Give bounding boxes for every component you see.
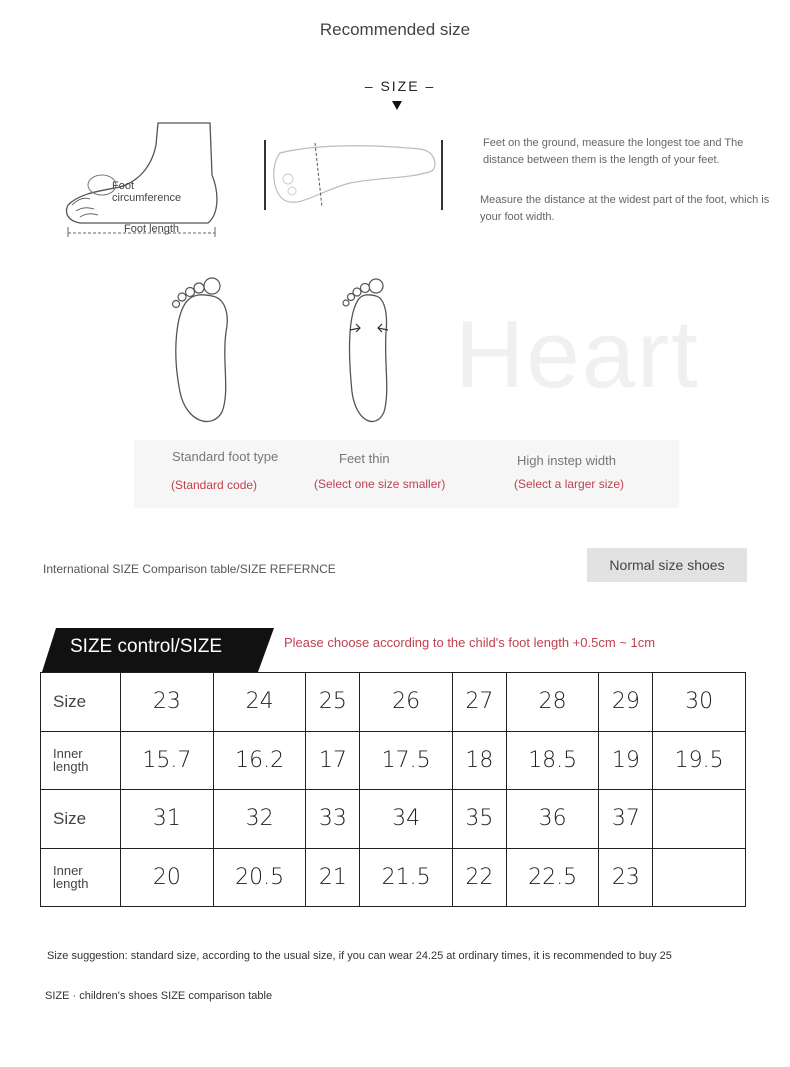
- foot-type-note: (Select one size smaller): [314, 477, 446, 491]
- table-cell: 15.7: [121, 731, 214, 790]
- table-cell: 36: [506, 790, 599, 849]
- table-row: [41, 790, 746, 849]
- table-cell: 16.2: [213, 731, 306, 790]
- foot-circumference-label: Foot circumference: [112, 180, 182, 204]
- comparison-table-label: International SIZE Comparison table/SIZE REFERNCE: [43, 562, 336, 576]
- normal-size-shoes-button[interactable]: Normal size shoes: [587, 548, 747, 582]
- foot-side-view-illustration: [60, 115, 225, 240]
- table-cell: 21: [306, 848, 360, 907]
- foot-type-name: High instep width: [517, 453, 616, 468]
- table-cell: 19.5: [653, 731, 746, 790]
- foot-type-name: Standard foot type: [172, 449, 279, 464]
- table-cell: 23: [121, 673, 214, 732]
- size-advice: Please choose according to the child's foot length +0.5cm ~ 1cm: [284, 635, 656, 650]
- table-cell: 19: [599, 731, 653, 790]
- size-heading: – SIZE –: [364, 78, 436, 94]
- table-cell: 18: [452, 731, 506, 790]
- table-cell: 33: [306, 790, 360, 849]
- table-cell: 24: [213, 673, 306, 732]
- foot-length-label: Foot length: [124, 223, 180, 235]
- table-caption: SIZE · children's shoes SIZE comparison table: [45, 990, 273, 1002]
- standard-foot-illustration: [162, 272, 242, 432]
- table-cell: 17: [306, 731, 360, 790]
- table-cell: 20.5: [213, 848, 306, 907]
- foot-top-view-illustration: [260, 135, 450, 215]
- table-cell: 22: [452, 848, 506, 907]
- table-cell: 35: [452, 790, 506, 849]
- table-cell: [653, 848, 746, 907]
- table-cell: 18.5: [506, 731, 599, 790]
- table-cell: [653, 790, 746, 849]
- table-cell: 25: [306, 673, 360, 732]
- table-cell: 31: [121, 790, 214, 849]
- foot-type-note: (Select a larger size): [514, 477, 625, 491]
- row-label: Size: [41, 673, 121, 732]
- length-instruction: Feet on the ground, measure the longest toe and The distance between them is the length of your feet.: [483, 137, 744, 166]
- table-cell: 37: [599, 790, 653, 849]
- size-table: [40, 672, 746, 907]
- table-cell: 34: [360, 790, 453, 849]
- down-arrow-icon: [391, 100, 403, 112]
- table-row: [41, 848, 746, 907]
- table-row: [41, 673, 746, 732]
- width-instruction: Measure the distance at the widest part of the foot, which is your foot width.: [480, 194, 770, 223]
- table-cell: 28: [506, 673, 599, 732]
- row-label: Size: [41, 790, 121, 849]
- thin-foot-illustration: [330, 272, 410, 432]
- table-cell: 17.5: [360, 731, 453, 790]
- table-cell: 32: [213, 790, 306, 849]
- foot-type-note: (Standard code): [171, 478, 258, 492]
- table-cell: 26: [360, 673, 453, 732]
- table-cell: 27: [452, 673, 506, 732]
- table-cell: 22.5: [506, 848, 599, 907]
- page-title: Recommended size: [319, 20, 471, 39]
- table-cell: 23: [599, 848, 653, 907]
- row-label: Inner length: [41, 848, 121, 907]
- size-suggestion: Size suggestion: standard size, according to the usual size, if you can wear 24.25 at ordinary times, it is recommended to buy 25: [47, 950, 672, 962]
- table-cell: 29: [599, 673, 653, 732]
- row-label: Inner length: [41, 731, 121, 790]
- table-cell: 20: [121, 848, 214, 907]
- table-cell: 30: [653, 673, 746, 732]
- table-cell: 21.5: [360, 848, 453, 907]
- watermark: Heart: [455, 301, 700, 408]
- table-row: [41, 731, 746, 790]
- size-control-title: SIZE control/SIZE: [70, 636, 223, 657]
- foot-type-name: Feet thin: [339, 451, 390, 466]
